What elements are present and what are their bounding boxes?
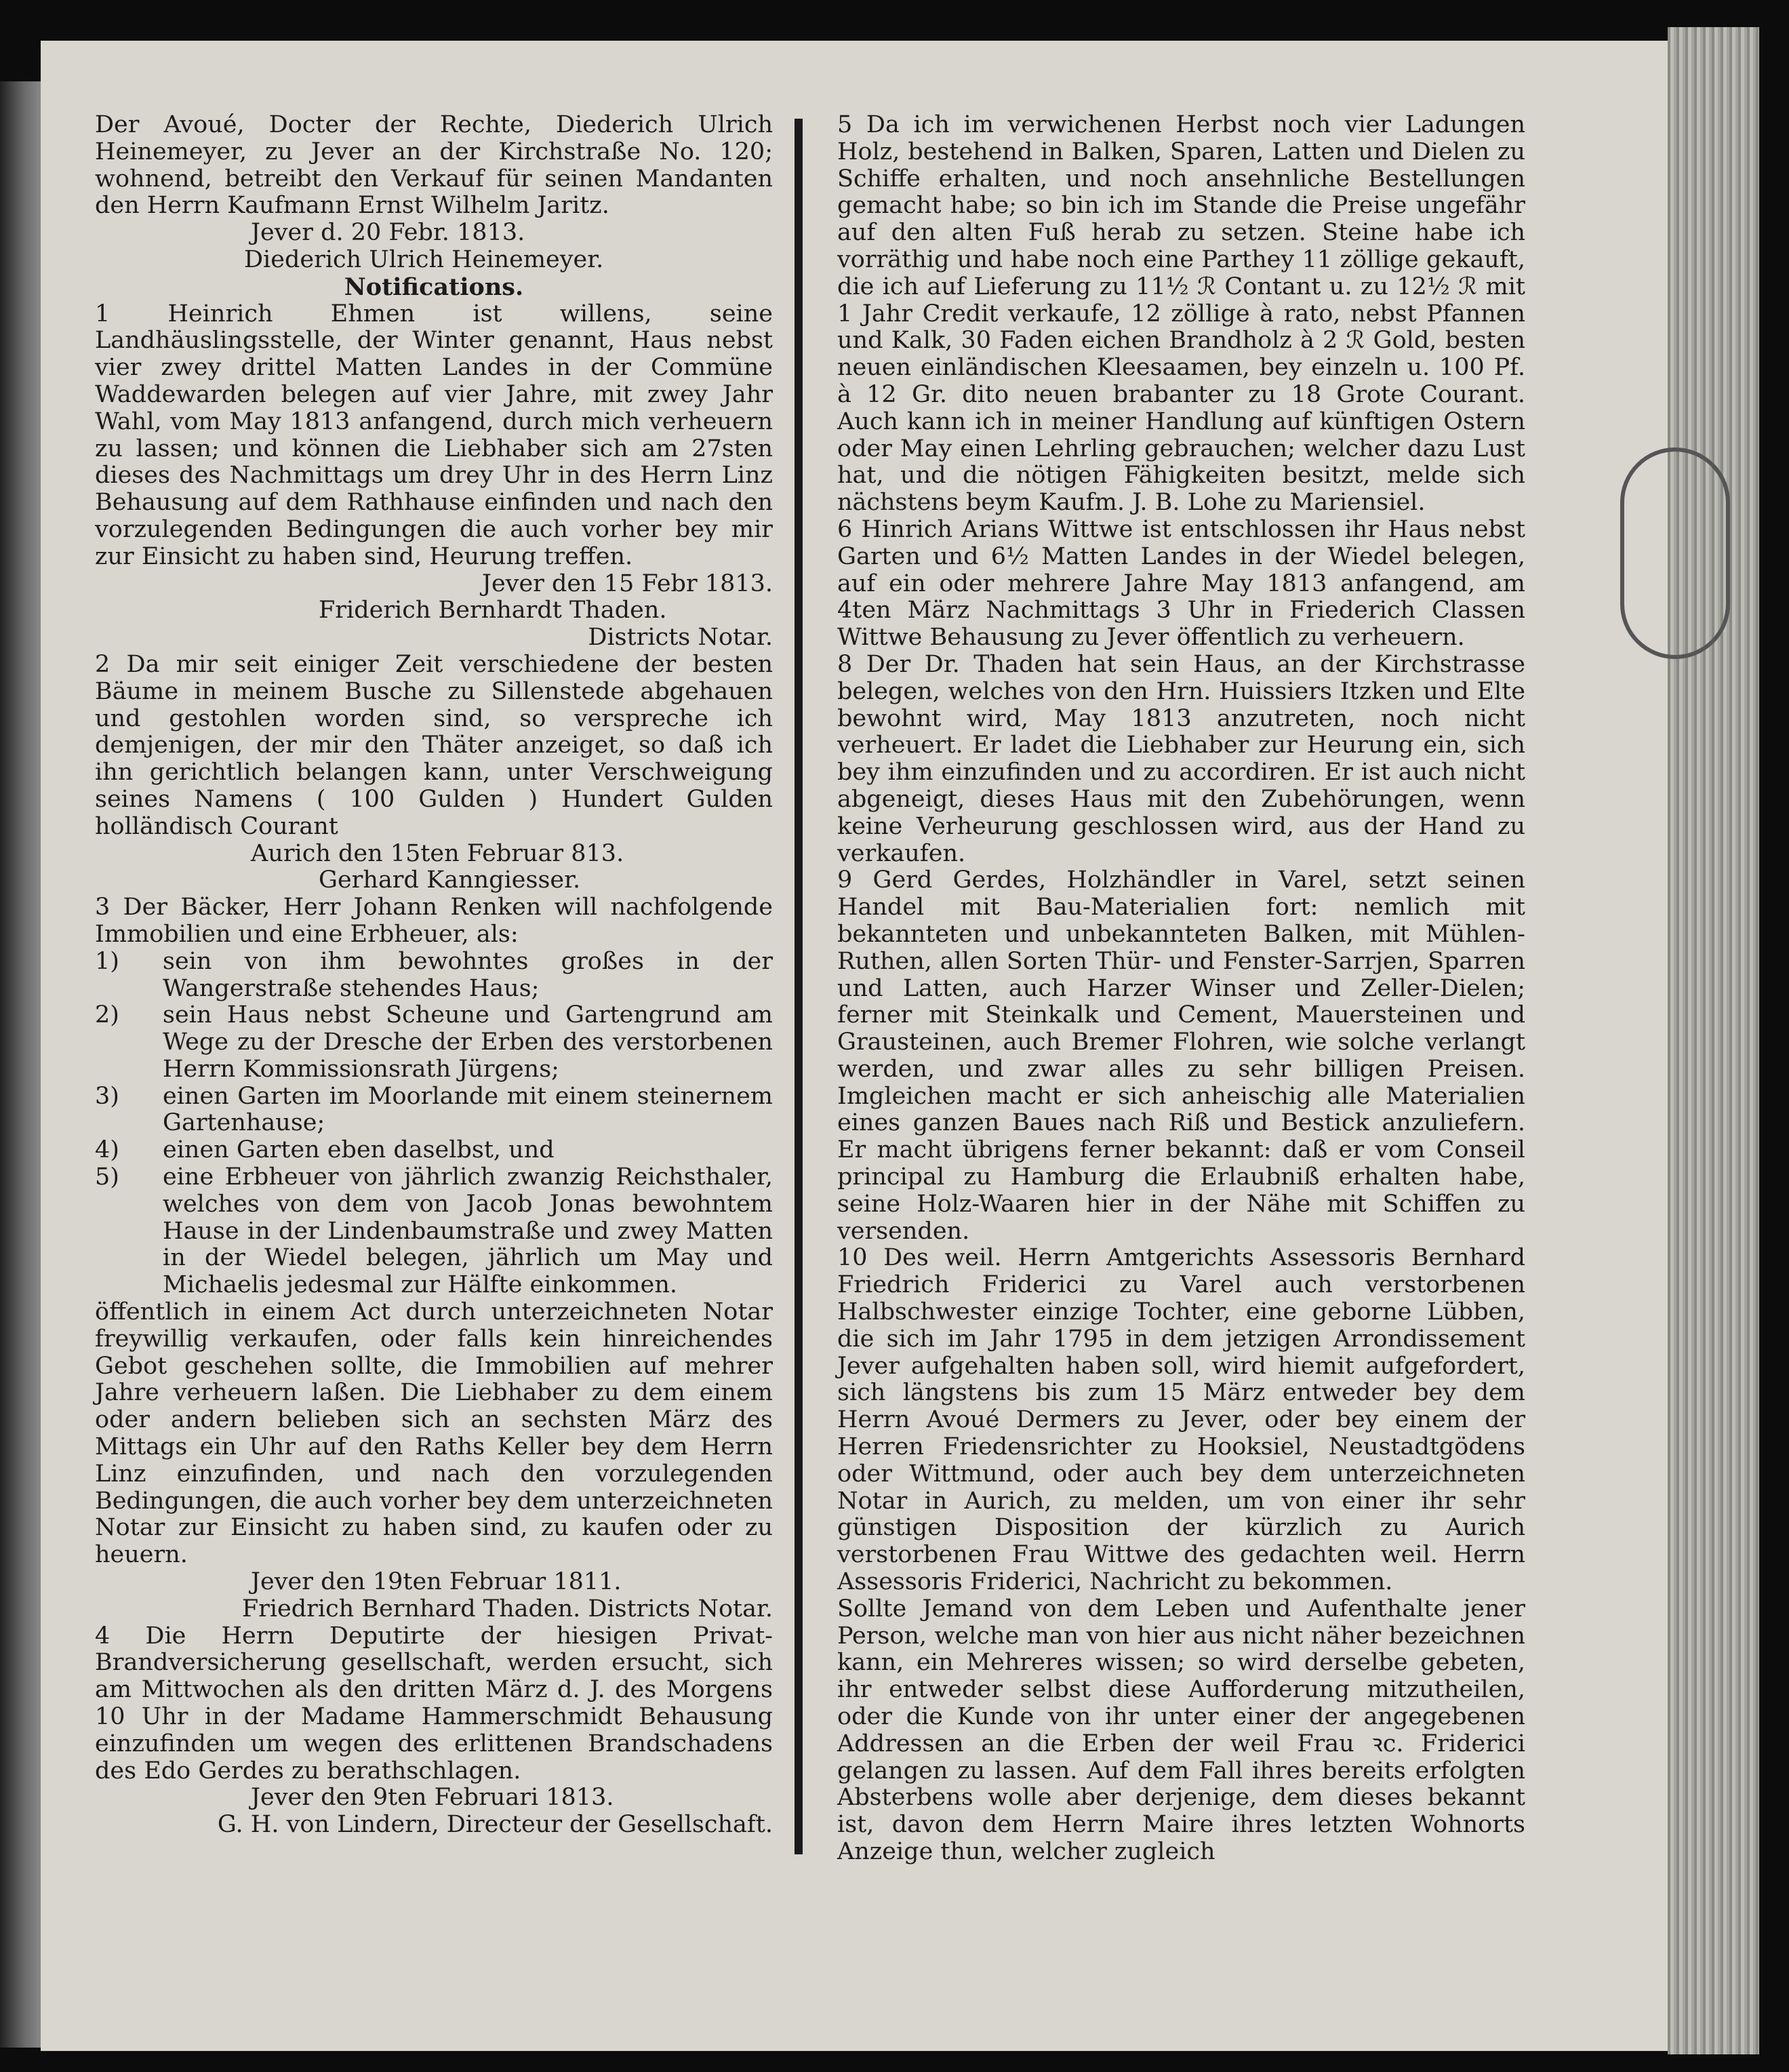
list-item-label: 4) (95, 1136, 119, 1164)
page-stack-edge (1668, 27, 1759, 2054)
avoue-date: Jever d. 20 Febr. 1813. (251, 219, 525, 247)
notice-4: 4 Die Herrn Deputirte der hiesigen Privat-Brandversicherung gesellschaft, werden ersucht, sich am Mittwochen als den dritten März d. J. des Morgens 10 Uhr in der Madame Hammerschmidt Behausung einzufinden um wegen des erlittenen Brandschadens des Edo Gerdes zu berathschlagen. (95, 1622, 773, 1785)
column-divider (795, 119, 803, 1854)
notice-3-date: Jever den 19ten Februar 1811. (251, 1568, 622, 1596)
notice-1-signature: Friderich Bernhardt Thaden. (319, 597, 667, 624)
avoue-signature: Diederich Ulrich Heinemeyer. (244, 245, 604, 273)
list-item (95, 1002, 773, 1083)
notifications-heading: Notifications. (344, 273, 524, 301)
notice-4-date: Jever den 9ten Februari 1813. (251, 1784, 614, 1812)
list-item-text: einen Garten eben daselbst, und (163, 1136, 555, 1164)
list-item-label: 1) (95, 947, 119, 975)
left-column (95, 112, 773, 1839)
notice-2-date: Aurich den 15ten Februar 813. (251, 839, 624, 867)
notice-3-signature: Friedrich Bernhard Thaden. Districts Notar. (241, 1595, 773, 1622)
avoue-notice: Der Avoué, Docter der Rechte, Diederich Ulrich Heinemeyer, zu Jever an der Kirchstraße No. 120; wohnend, betreibt den Verkauf für seinen Mandanten den Herrn Kaufmann Ernst Wilhelm Jaritz. (95, 111, 773, 220)
notice-1-title: Districts Notar. (588, 624, 773, 652)
list-item-label: 3) (95, 1082, 119, 1110)
notice-3-intro: 3 Der Bäcker, Herr Johann Renken will nachfolgende Immobilien und eine Erbheuer, als: (95, 894, 773, 948)
notice-1-date: Jever den 15 Febr 1813. (481, 570, 773, 597)
list-item-label: 5) (95, 1163, 119, 1191)
notice-9: 9 Gerd Gerdes, Holzhändler in Varel, setzt seinen Handel mit Bau-Materialien fort: nemlich mit bekannteten und unbekannteten Balken, mit Mühlen-Ruthen, allen Sorten Thür- und Fenster-Sarrjen, Sparren und Latten, auch Harzer Winser und Zeller-Dielen; ferner mit Steinkalk und Cement, Mauersteinen und Grausteinen, auch Bremer Flohren, wie solche verlangt werden, und zwar alles zu sehr billigen Preisen. Imgleichen macht er sich anheischig alle Materialien eines ganzen Baues nach Riß und Bestick anzuliefern. Er macht übrigens ferner bekannt: daß er vom Conseil principal zu Hamburg die Erlaubniß erhalten habe, seine Holz-Waaren hier in der Nähe mit Schiffen zu versenden. (837, 866, 1525, 1245)
notice-6: 6 Hinrich Arians Wittwe ist entschlossen ihr Haus nebst Garten und 6½ Matten Landes in der Wiedel belegen, auf ein oder mehrere Jahre May 1813 anfangend, am 4ten März Nachmittags 3 Uhr in Friederich Classen Wittwe Behausung zu Jever öffentlich zu verheuern. (837, 515, 1525, 652)
notice-1: 1 Heinrich Ehmen ist willens, seine Landhäuslingsstelle, der Winter genannt, Haus nebst vier zwey drittel Matten Landes in der Commüne Waddewarden belegen auf vier Jahre, mit zwey Jahr Wahl, vom May 1813 anfangend, durch mich verheuern zu lassen; und können die Liebhaber sich am 27sten dieses des Nachmittags um drey Uhr in des Herrn Linz Behausung auf dem Rathhause einfinden und nach den vorzulegenden Bedingungen die auch vorher bey mir zur Einsicht zu haben sind, Heurung treffen. (95, 300, 773, 570)
list-item-text: sein Haus nebst Scheune und Gartengrund am Wege zu der Dresche der Erben des verstorbenen Herrn Kommissionsrath Jürgens; (163, 1001, 773, 1083)
facing-page-edge (0, 81, 41, 2048)
library-stamp-icon (1620, 447, 1730, 659)
notice-5: 5 Da ich im verwichenen Herbst noch vier Ladungen Holz, bestehend in Balken, Sparen, Latten und Dielen zu Schiffe erhalten, und noch ansehnliche Bestellungen gemacht habe; so bin ich im Stande die Preise ungefähr auf den alten Fuß herab zu setzen. Steine habe ich vorräthig und habe noch eine Parthey 11 zöllige gekauft, die ich auf Lieferung zu 11½ ℛ Contant u. zu 12½ ℛ mit 1 Jahr Credit verkaufe, 12 zöllige à rato, nebst Pfannen und Kalk, 30 Faden eichen Brandholz à 2 ℛ Gold, besten neuen einländischen Kleesaamen, bey einzeln u. 100 Pf. à 12 Gr. dito neuen brabanter zu 18 Grote Courant. Auch kann ich in meiner Handlung auf künftigen Ostern oder May einen Lehrling gebrauchen; welcher dazu Lust hat, und die nötigen Fähigkeiten besitzt, melde sich nächstens beym Kaufm. J. B. Lohe zu Mariensiel. (837, 111, 1525, 517)
list-item (95, 1164, 773, 1299)
notice-4-signature: G. H. von Lindern, Directeur der Gesellschaft. (217, 1811, 773, 1839)
notice-2-signature: Gerhard Kanngiesser. (319, 866, 581, 894)
list-item-text: eine Erbheuer von jährlich zwanzig Reichsthaler, welches von dem von Jacob Jonas bewohntem Hause in der Lindenbaumstraße und zwey Matten in der Wiedel belegen, jährlich um May und Michaelis jedesmal zur Hälfte einkommen. (163, 1163, 773, 1299)
list-item-text: einen Garten im Moorlande mit einem steinernem Gartenhause; (163, 1082, 773, 1137)
notice-3-body: öffentlich in einem Act durch unterzeichneten Notar freywillig verkaufen, oder falls kein hinreichendes Gebot geschehen sollte, die Immobilien auf mehrer Jahre verheuern laßen. Die Liebhaber zu dem einem oder andern belieben sich an sechsten März des Mittags ein Uhr auf den Raths Keller bey dem Herrn Linz einzufinden, und nach den vorzulegenden Bedingungen, die auch vorher bey dem unterzeichneten Notar zur Einsicht zu haben sind, zu kaufen oder zu heuern. (95, 1298, 773, 1569)
list-item-label: 2) (95, 1001, 119, 1029)
list-item-text: sein von ihm bewohntes großes in der Wangerstraße stehendes Haus; (163, 947, 773, 1002)
notice-10: 10 Des weil. Herrn Amtgerichts Assessoris Bernhard Friedrich Friderici zu Varel auch verstorbenen Halbschwester einzige Tochter, eine geborne Lübben, die sich im Jahr 1795 in dem jetzigen Arrondissement Jever aufgehalten haben soll, wird hiemit aufgefordert, sich längstens bis zum 15 März entweder bey dem Herrn Avoué Dermers zu Jever, oder bey einem der Herren Friedensrichter zu Hooksiel, Neustadtgödens oder Wittmund, oder auch bey dem unterzeichneten Notar in Aurich, zu melden, um von einer ihr sehr günstigen Disposition der kürzlich zu Aurich verstorbenen Frau Wittwe des gedachten weil. Herrn Assessoris Friderici, Nachricht zu bekommen. (837, 1244, 1525, 1596)
list-item (95, 1137, 773, 1164)
list-item (95, 1083, 773, 1138)
notice-8: 8 Der Dr. Thaden hat sein Haus, an der Kirchstrasse belegen, welches von den Hrn. Huissiers Itzken und Elte bewohnt wird, May 1813 anzutreten, noch nicht verheuert. Er ladet die Liebhaber zur Heurung ein, sich bey ihm einzufinden und zu accordiren. Er ist auch nicht abgeneigt, dieses Haus mit den Zubehörungen, wenn keine Verheurung geschlossen wird, aus der Hand zu verkaufen. (837, 650, 1525, 867)
list-item (95, 949, 773, 1003)
notice-10-continued: Sollte Jemand von dem Leben und Aufenthalte jener Person, welche man von hier aus nicht näher bezeichnen kann, ein Mehreres wissen; so wird derselbe gebeten, ihr entweder selbst diese Aufforderung mitzutheilen, oder die Kunde von ihr unter einer der angegebenen Addressen an die Erben der weil Frau ꝛc. Friderici gelangen zu lassen. Auf dem Fall ihres bereits erfolgten Absterbens wolle aber derjenige, dem dieses bekannt ist, davon dem Herrn Maire ihres letzten Wohnorts Anzeige thun, welcher zugleich (837, 1595, 1525, 1865)
notice-2: 2 Da mir seit einiger Zeit verschiedene der besten Bäume in meinem Busche zu Sillenstede abgehauen und gestohlen worden sind, so verspreche ich demjenigen, der mir den Thäter anzeiget, so daß ich ihn gerichtlich belangen kann, unter Verschweigung seines Namens ( 100 Gulden ) Hundert Gulden holländisch Courant (95, 650, 773, 840)
right-column (837, 112, 1525, 1866)
